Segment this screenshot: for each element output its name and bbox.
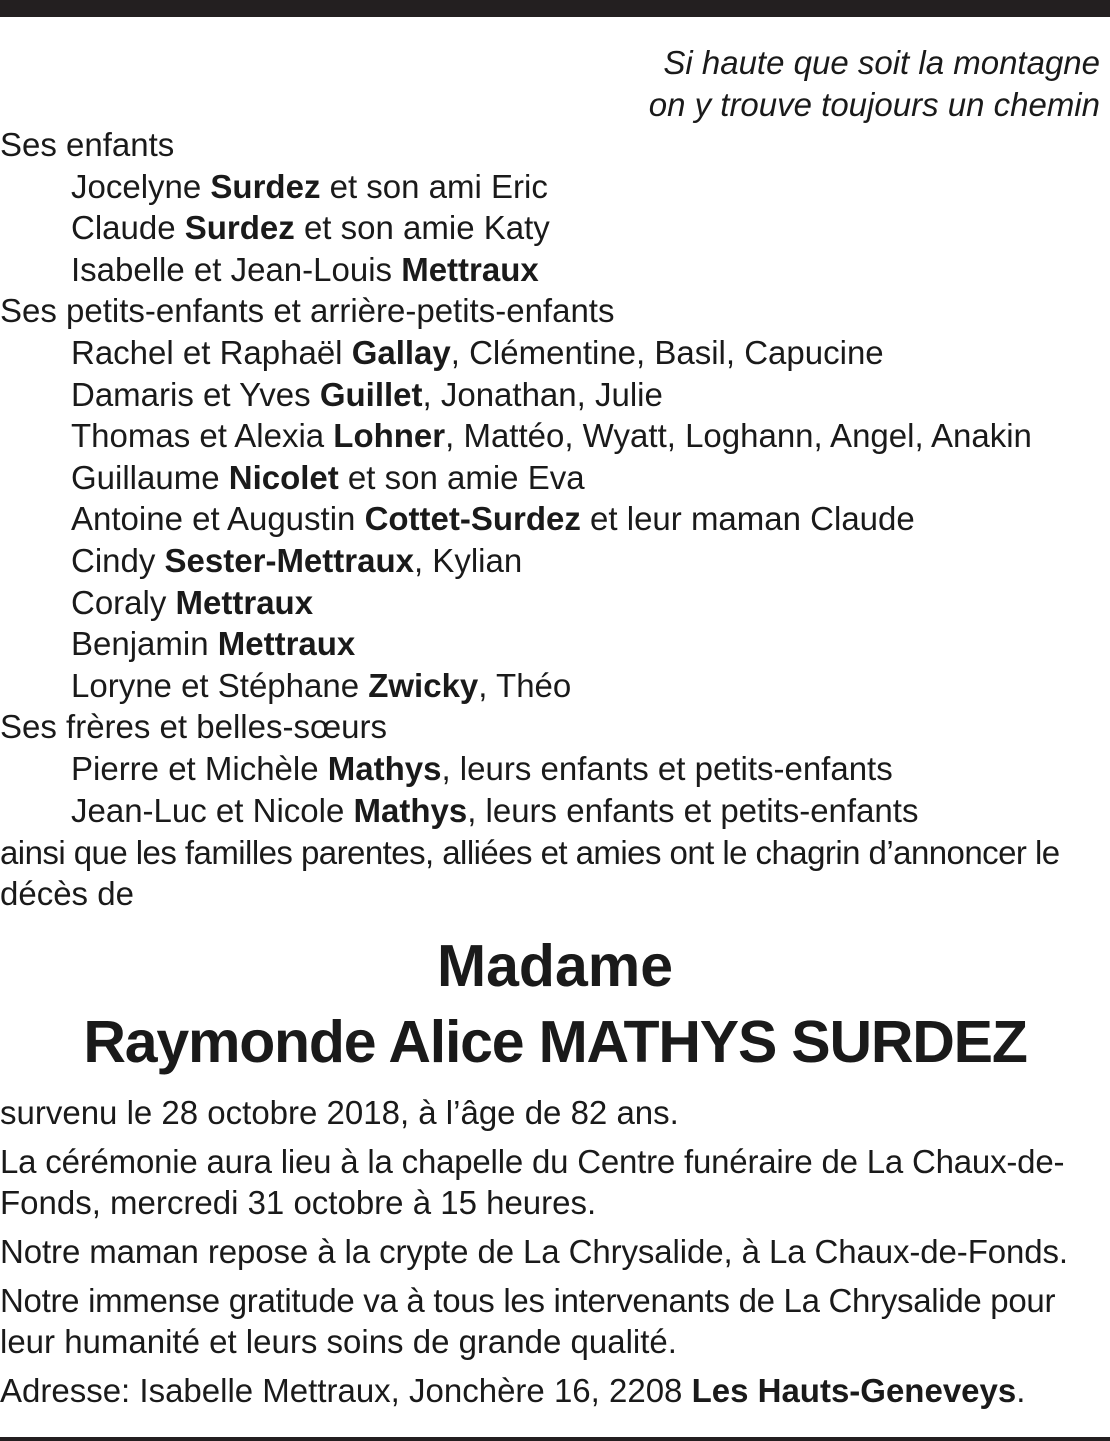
gratitude-note [0,1280,1102,1362]
family-member [0,207,1110,249]
bottom-border-rule [0,1437,1110,1441]
address [0,1370,1102,1411]
family-member [0,498,1110,540]
member-surname: Mathys [327,749,442,787]
member-surname: Guillet [319,375,423,413]
member-first-names: Thomas et Alexia [71,417,334,455]
member-note: , leurs enfants et petits-enfants [441,749,893,787]
member-note: et son ami Eric [320,167,548,205]
deceased-name: Raymonde Alice MATHYS SURDEZ [83,1009,1027,1075]
family-member [0,790,1110,832]
member-surname: Mettraux [175,583,314,621]
ceremony-line: La cérémonie aura lieu à la chapelle du Centre funéraire de La Chaux-de- [0,1143,1065,1180]
member-surname: Nicolet [228,458,339,496]
epigraph [649,42,1100,126]
member-note: , Jonathan, Julie [422,375,663,413]
ceremony-info [0,1141,1102,1223]
repose-info: Notre maman repose à la crypte de La Chrysalide, à La Chaux-de-Fonds. [0,1233,1068,1270]
member-first-names: Antoine et Augustin [71,500,365,538]
member-first-names: Damaris et Yves [71,375,320,413]
member-first-names: Rachel et Raphaël [71,333,352,371]
member-first-names: Pierre et Michèle [71,749,328,787]
grandchildren-heading: Ses petits-enfants et arrière-petits-enfants [0,292,615,330]
family-member [0,457,1110,499]
member-first-names: Claude [71,209,185,247]
ceremony-line: Fonds, mercredi 31 octobre à 15 heures. [0,1184,597,1221]
family-member [0,748,1110,790]
deceased-title: Madame [436,933,674,999]
member-surname: Cottet-Surdez [364,500,581,538]
announcement [0,832,1102,914]
siblings-heading: Ses frères et belles-sœurs [0,708,387,746]
children-heading: Ses enfants [0,126,175,163]
address-locality: Les Hauts-Geneveys [691,1372,1017,1409]
member-note: , Mattéo, Wyatt, Loghann, Angel, Anakin [445,417,1032,455]
member-first-names: Coraly [71,583,176,621]
family-member [0,623,1110,665]
member-surname: Mathys [353,791,468,829]
address-text: Adresse: Isabelle Mettraux, Jonchère 16, 2208 [0,1372,692,1409]
announcement-line: ainsi que les familles parentes, alliées et amies ont le chagrin d’annoncer le [0,834,1060,871]
epigraph-line: on y trouve toujours un chemin [648,86,1100,123]
member-surname: Surdez [210,167,321,205]
member-surname: Mettraux [217,625,356,663]
deceased-name-block [0,928,1110,1080]
member-surname: Lohner [333,417,446,455]
member-first-names: Loryne et Stéphane [71,666,369,704]
family-member [0,540,1110,582]
member-surname: Mettraux [401,250,539,288]
epigraph-line: Si haute que soit la montagne [663,44,1100,81]
gratitude-line: Notre immense gratitude va à tous les intervenants de La Chrysalide pour [0,1282,1056,1319]
member-surname: Zwicky [368,666,479,704]
family-member [0,374,1110,416]
top-border-bar [0,0,1110,17]
member-surname: Surdez [184,209,295,247]
member-first-names: Jocelyne [71,167,211,205]
family-member [0,249,1110,291]
death-notice: survenu le 28 octobre 2018, à l’âge de 82 ans. [0,1094,679,1131]
member-note: et son amie Katy [294,209,550,247]
details-section [0,1092,1102,1419]
family-list [0,124,1110,831]
member-surname: Sester-Mettraux [164,541,414,579]
member-first-names: Jean-Luc et Nicole [71,791,354,829]
member-surname: Gallay [351,333,451,371]
member-first-names: Cindy [71,541,165,579]
member-note: , Kylian [413,541,523,579]
member-note: , Clémentine, Basil, Capucine [450,333,884,371]
family-member [0,332,1110,374]
member-note: et son amie Eva [338,458,585,496]
member-first-names: Isabelle et Jean-Louis [71,250,402,288]
gratitude-line: leur humanité et leurs soins de grande qualité. [0,1323,677,1360]
family-member [0,665,1110,707]
announcement-line: décès de [0,875,134,912]
member-first-names: Benjamin [71,625,218,663]
member-note: , leurs enfants et petits-enfants [467,791,919,829]
address-end: . [1016,1372,1026,1409]
member-note: , Théo [478,666,572,704]
member-first-names: Guillaume [71,458,229,496]
member-note: et leur maman Claude [580,500,915,538]
family-member [0,415,1110,457]
family-member [0,582,1110,624]
family-member [0,166,1110,208]
